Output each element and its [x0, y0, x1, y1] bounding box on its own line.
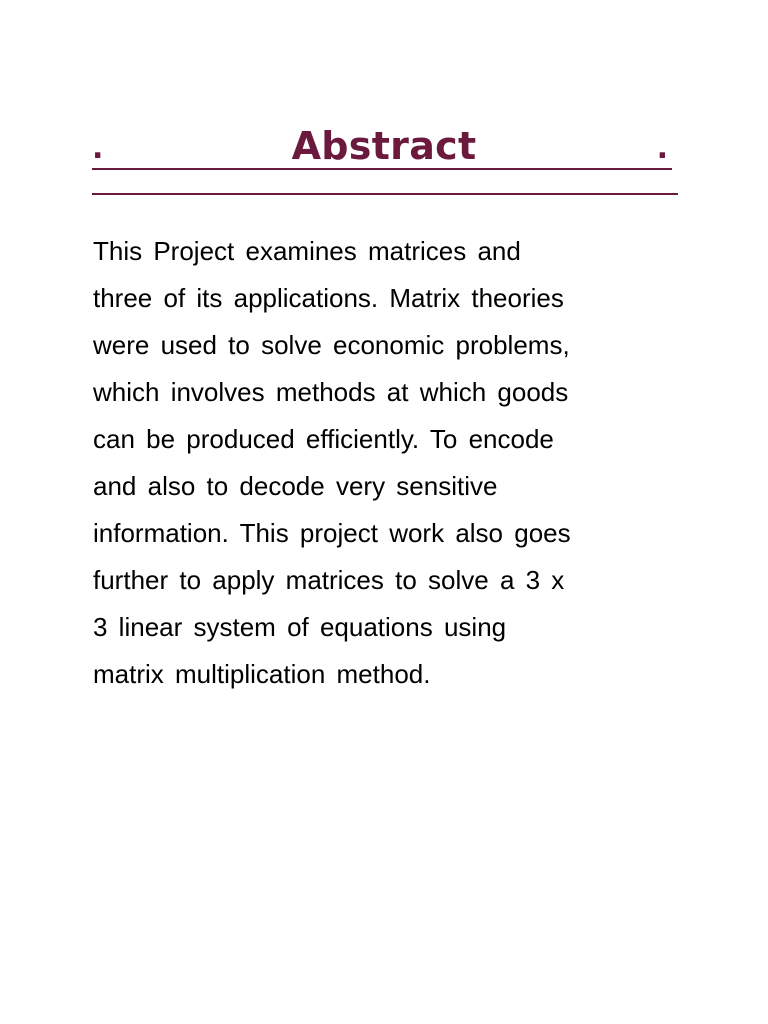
abstract-line: and also to decode very sensitive: [93, 471, 498, 501]
abstract-line: which involves methods at which goods: [93, 377, 569, 407]
page-title: Abstract: [291, 124, 477, 168]
heading-dot-right: .: [656, 131, 668, 166]
abstract-paragraph: [93, 228, 693, 698]
abstract-line: matrix multiplication method.: [93, 659, 431, 689]
heading-underline: [92, 168, 672, 170]
abstract-line: further to apply matrices to solve a 3 x: [93, 565, 565, 595]
abstract-line: 3 linear system of equations using: [93, 612, 507, 642]
abstract-line: three of its applications. Matrix theories: [93, 283, 564, 313]
abstract-line: information. This project work also goes: [93, 518, 571, 548]
heading-dot-left: .: [92, 131, 104, 166]
abstract-line: can be produced efficiently. To encode: [93, 424, 554, 454]
abstract-line: This Project examines matrices and: [93, 236, 521, 266]
abstract-line: were used to solve economic problems,: [93, 330, 570, 360]
heading-divider: [92, 193, 678, 195]
